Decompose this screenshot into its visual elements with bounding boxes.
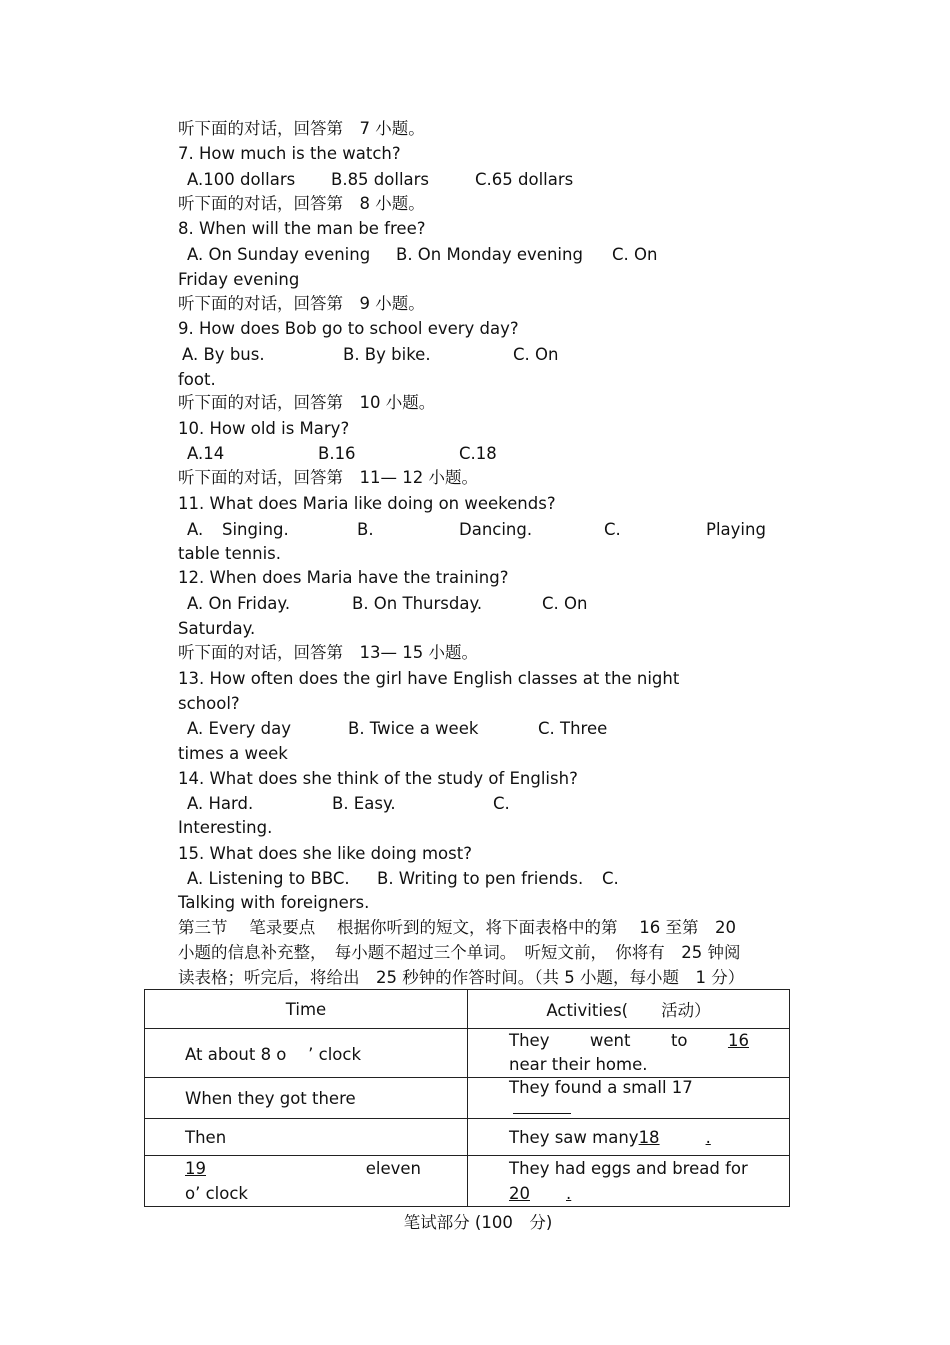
blank-20[interactable] — [509, 1184, 601, 1203]
row1-word-they: They — [509, 1031, 550, 1050]
option-13b: B. Twice a week — [348, 719, 479, 738]
row2-activity: They found a small 17 — [509, 1078, 693, 1097]
instruction-q8: 听下面的对话，回答第 8 小题。 — [178, 194, 425, 213]
option-15b: B. Writing to pen friends. — [377, 869, 584, 888]
row1-word-to: to — [670, 1031, 688, 1050]
option-11a-letter: A. — [187, 520, 204, 539]
option-14a: A. Hard. — [187, 794, 254, 813]
option-12a: A. On Friday. — [187, 594, 291, 613]
option-15c: C. — [602, 869, 619, 888]
blank-19-number: 19 — [185, 1159, 206, 1178]
option-14b: B. Easy. — [332, 794, 396, 813]
blank-18[interactable] — [639, 1128, 745, 1147]
blank-17[interactable] — [513, 1097, 571, 1114]
row1-activity-line2: near their home. — [509, 1055, 648, 1074]
row1-time: At about 8 o ’ clock — [185, 1045, 362, 1064]
instruction-q11-12: 听下面的对话，回答第 11— 12 小题。 — [178, 468, 478, 487]
option-7c: C.65 dollars — [475, 170, 574, 189]
question-13: 13. How often does the girl have English classes at the night — [178, 669, 680, 688]
option-9a: A. By bus. — [182, 345, 265, 364]
option-15a: A. Listening to BBC. — [187, 869, 350, 888]
row4-activity: They had eggs and bread for — [509, 1159, 748, 1178]
option-9c-cont: foot. — [178, 370, 216, 389]
option-13c: C. Three — [538, 719, 608, 738]
option-11c-cont: table tennis. — [178, 544, 281, 563]
option-12c: C. On — [542, 594, 588, 613]
section3-instruction-line3: 读表格；听完后，将给出 25 秒钟的作答时间。（共 5 小题，每小题 1 分） — [178, 968, 745, 987]
written-section-heading: 笔试部分 (100 分) — [403, 1213, 553, 1232]
option-13a: A. Every day — [187, 719, 291, 738]
row3-time: Then — [185, 1127, 227, 1147]
option-14c-cont: Interesting. — [178, 818, 273, 837]
option-11c-letter: C. — [604, 520, 621, 539]
table-row — [145, 1156, 790, 1207]
option-11c: Playing — [706, 520, 766, 539]
question-12: 12. When does Maria have the training? — [178, 568, 509, 587]
option-8c: C. On — [612, 245, 658, 264]
option-7b: B.85 dollars — [331, 170, 430, 189]
option-8a: A. On Sunday evening — [187, 245, 371, 264]
option-14c: C. — [493, 794, 510, 813]
note-taking-table — [144, 989, 790, 1207]
question-8: 8. When will the man be free? — [178, 219, 426, 238]
option-11b-letter: B. — [357, 520, 374, 539]
question-14: 14. What does she think of the study of English? — [178, 769, 578, 788]
instruction-q7: 听下面的对话，回答第 7 小题。 — [178, 119, 425, 138]
option-10b: B.16 — [318, 444, 356, 463]
option-10c: C.18 — [459, 444, 497, 463]
option-9c: C. On — [513, 345, 559, 364]
option-7a: A.100 dollars — [187, 170, 296, 189]
option-11b: Dancing. — [459, 520, 533, 539]
blank-18-dot: . — [705, 1127, 711, 1147]
question-11: 11. What does Maria like doing on weekends? — [178, 494, 556, 513]
option-15c-cont: Talking with foreigners. — [178, 893, 370, 912]
question-15: 15. What does she like doing most? — [178, 844, 472, 863]
table-row — [145, 1029, 790, 1078]
option-9b: B. By bike. — [343, 345, 431, 364]
instruction-q13-15: 听下面的对话，回答第 13— 15 小题。 — [178, 643, 478, 662]
blank-16[interactable]: 16 — [727, 1031, 749, 1050]
option-10a: A.14 — [187, 444, 225, 463]
question-10: 10. How old is Mary? — [178, 419, 350, 438]
instruction-q10: 听下面的对话，回答第 10 小题。 — [178, 393, 436, 412]
header-activities: Activities( 活动） — [468, 990, 790, 1029]
option-13c-cont: times a week — [178, 744, 288, 763]
row3-activity: They saw many — [509, 1127, 639, 1147]
blank-18-number: 18 — [638, 1127, 660, 1147]
table-row — [145, 1119, 790, 1156]
option-8b: B. On Monday evening — [396, 245, 583, 264]
option-11a: Singing. — [222, 520, 289, 539]
row4-eleven: eleven — [365, 1159, 421, 1178]
option-12c-cont: Saturday. — [178, 619, 256, 638]
option-8c-cont: Friday evening — [178, 270, 300, 289]
table-header-row — [145, 990, 790, 1029]
section3-instruction-line2: 小题的信息补充整， 每小题不超过三个单词。 听短文前， 你将有 25 钟阅 — [178, 943, 741, 962]
option-12b: B. On Thursday. — [352, 594, 483, 613]
row1-word-went: went — [589, 1031, 631, 1050]
table-row — [145, 1078, 790, 1119]
section3-instruction-line1: 第三节 笔录要点 根据你听到的短文，将下面表格中的第 16 至第 20 — [178, 918, 736, 937]
row2-time: When they got there — [185, 1088, 356, 1108]
row4-oclock: o’ clock — [185, 1184, 248, 1203]
header-time: Time — [145, 990, 468, 1029]
blank-20-dot: . — [566, 1184, 572, 1203]
question-13-cont: school? — [178, 694, 240, 713]
question-9: 9. How does Bob go to school every day? — [178, 319, 519, 338]
blank-19[interactable] — [185, 1156, 354, 1181]
instruction-q9: 听下面的对话，回答第 9 小题。 — [178, 294, 425, 313]
question-7: 7. How much is the watch? — [178, 144, 401, 163]
blank-20-number: 20 — [509, 1184, 530, 1203]
